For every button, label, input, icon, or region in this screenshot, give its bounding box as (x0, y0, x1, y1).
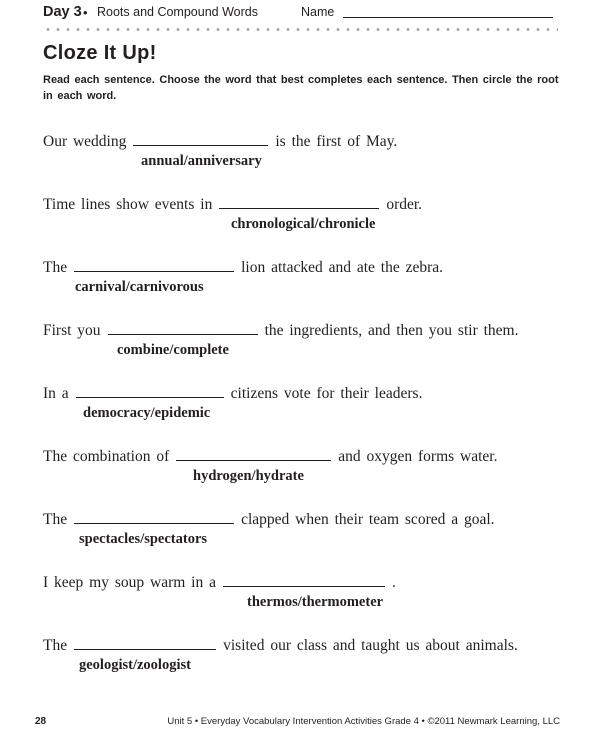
question-4 (43, 322, 573, 366)
page-title: Cloze It Up! (43, 42, 157, 64)
answer-blank[interactable] (223, 578, 385, 587)
sentence-start: First you (43, 322, 101, 339)
answer-blank[interactable] (74, 515, 234, 524)
sentence-end: clapped when their team scored a goal. (241, 511, 495, 528)
sentence-end: . (392, 574, 396, 591)
word-choices: chronological/chronicle (231, 216, 376, 232)
word-choices: spectacles/spectators (79, 531, 208, 547)
answer-blank[interactable] (74, 263, 234, 272)
name-label: Name (301, 5, 335, 19)
word-choices: carnival/carnivorous (75, 279, 204, 295)
sentence-start: The (43, 259, 68, 276)
answer-blank[interactable] (76, 389, 224, 398)
word-choices: democracy/epidemic (83, 405, 211, 421)
page-footer (35, 716, 560, 730)
sentence-start: I keep my soup warm in a (43, 574, 216, 591)
question-7 (43, 511, 573, 555)
word-choices: annual/anniversary (141, 153, 262, 169)
sentence-start: The combination of (43, 448, 170, 465)
instructions: Read each sentence. Choose the word that best completes each sentence. Then circle the root in each word. (43, 74, 559, 102)
day-label: Day 3 (43, 4, 82, 20)
sentence (43, 574, 396, 592)
word-choices: geologist/zoologist (79, 657, 191, 673)
topic-label: Roots and Compound Words (97, 5, 258, 19)
sentence (43, 196, 422, 214)
sentence-start: Time lines show events in (43, 196, 213, 213)
answer-blank[interactable] (219, 200, 379, 209)
sentence (43, 133, 397, 151)
sentence-end: and oxygen forms water. (338, 448, 498, 465)
sentence-start: In a (43, 385, 69, 402)
word-choices: hydrogen/hydrate (193, 468, 304, 484)
question-2 (43, 196, 573, 240)
answer-blank[interactable] (74, 641, 216, 650)
question-8 (43, 574, 573, 618)
footer-credit: Unit 5 • Everyday Vocabulary Intervention Activities Grade 4 • ©2011 Newmark Learning, LLC (167, 716, 560, 727)
sentence-end: is the first of May. (275, 133, 398, 150)
name-field-line[interactable] (343, 17, 553, 18)
page-header (43, 4, 563, 22)
sentence (43, 637, 518, 655)
header-bullet: • (83, 5, 88, 20)
sentence-end: lion attacked and ate the zebra. (241, 259, 444, 276)
dotted-divider (43, 28, 558, 31)
sentence-start: The (43, 637, 68, 654)
answer-blank[interactable] (108, 326, 258, 335)
sentence (43, 385, 422, 403)
question-9 (43, 637, 573, 681)
question-1 (43, 133, 573, 177)
page-number: 28 (35, 716, 47, 727)
question-6 (43, 448, 573, 492)
sentence-end: visited our class and taught us about animals. (223, 637, 518, 654)
question-3 (43, 259, 573, 303)
sentence-end: citizens vote for their leaders. (230, 385, 423, 402)
sentence-start: Our wedding (43, 133, 127, 150)
answer-blank[interactable] (176, 452, 331, 461)
sentence (43, 448, 498, 466)
word-choices: thermos/thermometer (247, 594, 384, 610)
word-choices: combine/complete (117, 342, 229, 358)
sentence-end: the ingredients, and then you stir them. (264, 322, 519, 339)
sentence-start: The (43, 511, 68, 528)
question-5 (43, 385, 573, 429)
sentence (43, 322, 519, 340)
sentence (43, 259, 443, 277)
sentence (43, 511, 495, 529)
answer-blank[interactable] (133, 137, 268, 146)
sentence-end: order. (386, 196, 423, 213)
